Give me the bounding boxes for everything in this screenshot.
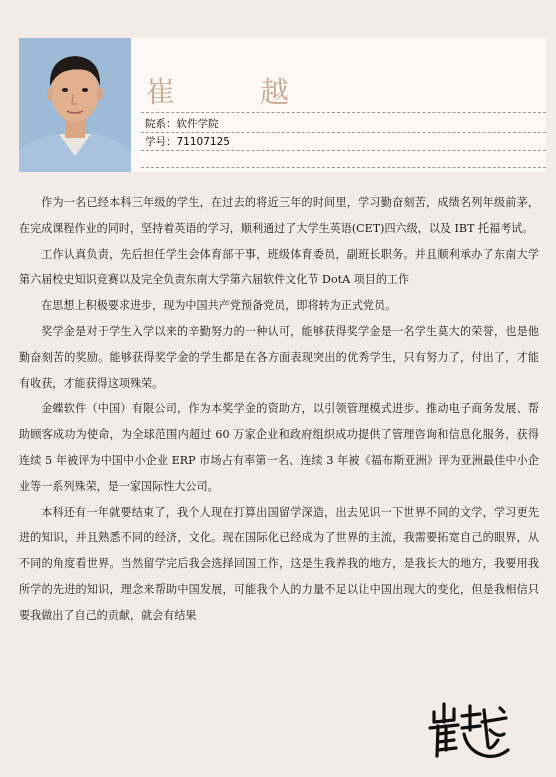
- handwritten-signature: [424, 700, 514, 762]
- department-label: 院系：: [145, 118, 177, 130]
- paragraph: 作为一名已经本科三年级的学生，在过去的将近三年的时间里，学习勤奋刻苦，成绩名列年级前茅，在完成课程作业的同时，坚持着英语的学习，顺利通过了大学生英语(CET)四六级，以及 IBT 托福考试。: [19, 196, 539, 235]
- paragraph: 工作认真负责，先后担任学生会体育部干事，班级体育委员，副班长职务。并且顺利承办了东南大学第六届校史知识竞赛以及完全负责东南大学第六届软件文化节 DotA 项目的工作: [19, 247, 539, 287]
- student-id-value: 71107125: [176, 136, 230, 148]
- paragraph: 奖学金是对于学生入学以来的辛勤努力的一种认可，能够获得奖学金是一名学生莫大的荣誉，也是他勤奋刻苦的奖励。能够获得奖学金的学生都是在各方面表现突出的优秀学生，只有努力了，付出了，才能有收获，才能获得这项殊荣。: [19, 324, 539, 390]
- divider-line: [141, 167, 546, 168]
- paragraph: 在思想上积极要求进步，现为中国共产党预备党员，即将转为正式党员。: [41, 299, 397, 313]
- student-name: 崔 越: [146, 75, 318, 109]
- divider-line: [141, 132, 546, 133]
- paragraph: 金蝶软件（中国）有限公司，作为本奖学金的资助方，以引领管理模式进步、推动电子商务发展、帮助顾客成功为使命，为全球范围内超过 60 万家企业和政府组织成功提供了管理咨询和信息化服务，获得连续 5 年被评为中国中小企业 ERP 市场占有率第一名、连续 3 年被《福布斯亚洲》评为亚洲最佳中小企业等一系列殊荣，是一家国际性大公司。: [19, 402, 539, 493]
- divider-line: [141, 150, 546, 151]
- portrait-photo: [19, 38, 131, 172]
- student-id-label: 学号：: [145, 136, 177, 148]
- divider-line: [141, 112, 546, 113]
- statement-body: [19, 190, 539, 629]
- department-value: 软件学院: [176, 118, 219, 130]
- student-id-row: [145, 135, 230, 149]
- paragraph: 本科还有一年就要结束了，我个人现在打算出国留学深造，出去见识一下世界不同的文学，学习更先进的知识，并且熟悉不同的经济，文化。现在国际化已经成为了世界的主流，我需要拓宽自己的眼界，从不同的角度看世界。当然留学完后我会选择回国工作，这是生我养我的地方，是我长大的地方，我要用我所学的先进的知识，理念来帮助中国发展，可能我个人的力量不足以让中国出现大的变化，但是我相信只要我做出了自己的贡献，就会有结果: [19, 505, 539, 622]
- department-row: [145, 117, 219, 131]
